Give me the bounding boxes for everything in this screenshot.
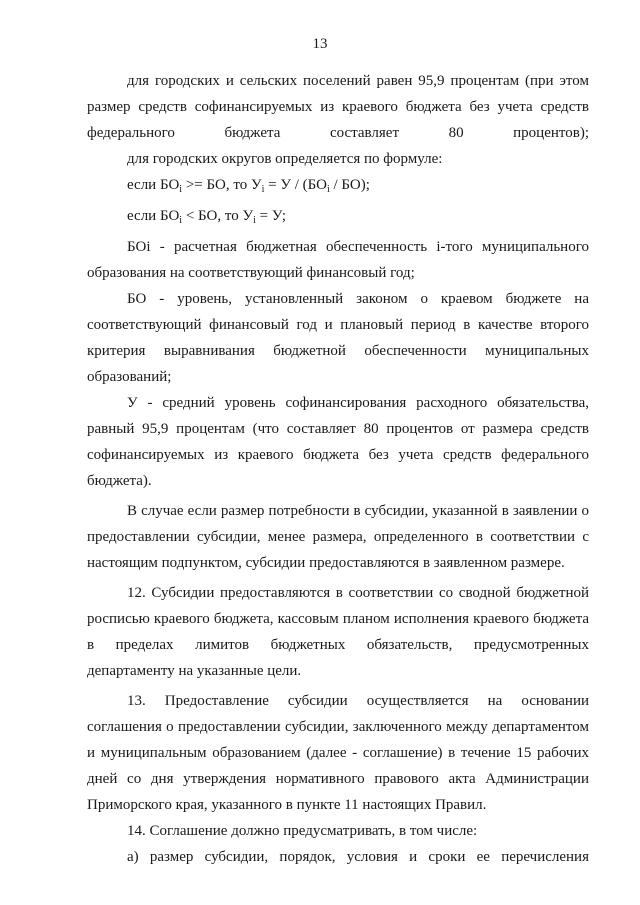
paragraph-boi-definition: БОi - расчетная бюджетная обеспеченность i-того муниципального образования на соответствующий финансовый год;	[87, 239, 589, 281]
formula-2-part-b: < БО, то У	[182, 208, 254, 224]
paragraph-city-districts-formula-intro: для городских округов определяется по формуле:	[127, 151, 443, 167]
formula-1-part-b: >= БО, то У	[182, 177, 262, 193]
formula-2-part-c: = У;	[255, 208, 287, 224]
paragraph-item-12: 12. Субсидии предоставляются в соответствии со сводной бюджетной росписью краевого бюджета, кассовым планом исполнения краевого бюджета в пределах лимитов бюджетных обязательств, предусмотренных департаменту на указанные цели.	[87, 585, 589, 679]
page-number: 13	[312, 36, 328, 52]
formula-2-sub-1: i	[179, 215, 183, 226]
formula-1-part-a: если БО	[127, 177, 180, 193]
formula-1-part-d: / БО);	[329, 177, 370, 193]
formula-line-1	[87, 172, 589, 203]
document-body	[87, 68, 589, 870]
formula-2-sub-2: i	[253, 215, 256, 226]
paragraph-item-14a: а) размер субсидии, порядок, условия и сроки ее перечисления	[127, 849, 589, 865]
paragraph-rural-settlements: для городских и сельских поселений равен 95,9 процентам (при этом размер средств софинансируемых из краевого бюджета без учета средств федерального бюджета составляет 80 процентов);	[87, 73, 589, 141]
formula-2-part-a: если БО	[127, 208, 180, 224]
paragraph-item-14: 14. Соглашение должно предусматривать, в том числе:	[127, 823, 478, 839]
formula-1-part-c: = У / (БО	[264, 177, 327, 193]
formula-1-sub-3: i	[326, 184, 330, 195]
formula-1-sub-2: i	[261, 184, 265, 195]
paragraph-u-definition: У - средний уровень софинансирования расходного обязательства, равный 95,9 процентам (что составляет 80 процентов от размера средств софинансируемых из краевого бюджета без учета средств федерального бюджета).	[87, 395, 589, 489]
formula-line-2	[87, 203, 589, 234]
formula-1-sub-1: i	[179, 184, 183, 195]
paragraph-item-13: 13. Предоставление субсидии осуществляется на основании соглашения о предоставлении субсидии, заключенного между департаментом и муниципальным образованием (далее - соглашение) в течение 15 рабочих дней со дня утверждения нормативного правового акта Администрации Приморского края, указанного в пункте 11 настоящих Правил.	[87, 693, 589, 813]
paragraph-requested-amount: В случае если размер потребности в субсидии, указанной в заявлении о предоставлении субсидии, менее размера, определенного в соответствии с настоящим подпунктом, субсидии предоставляются в заявленном размере.	[87, 503, 589, 571]
paragraph-bo-definition: БО - уровень, установленный законом о краевом бюджете на соответствующий финансовый год и плановый период в качестве второго критерия выравнивания бюджетной обеспеченности муниципальных образований;	[87, 291, 589, 385]
